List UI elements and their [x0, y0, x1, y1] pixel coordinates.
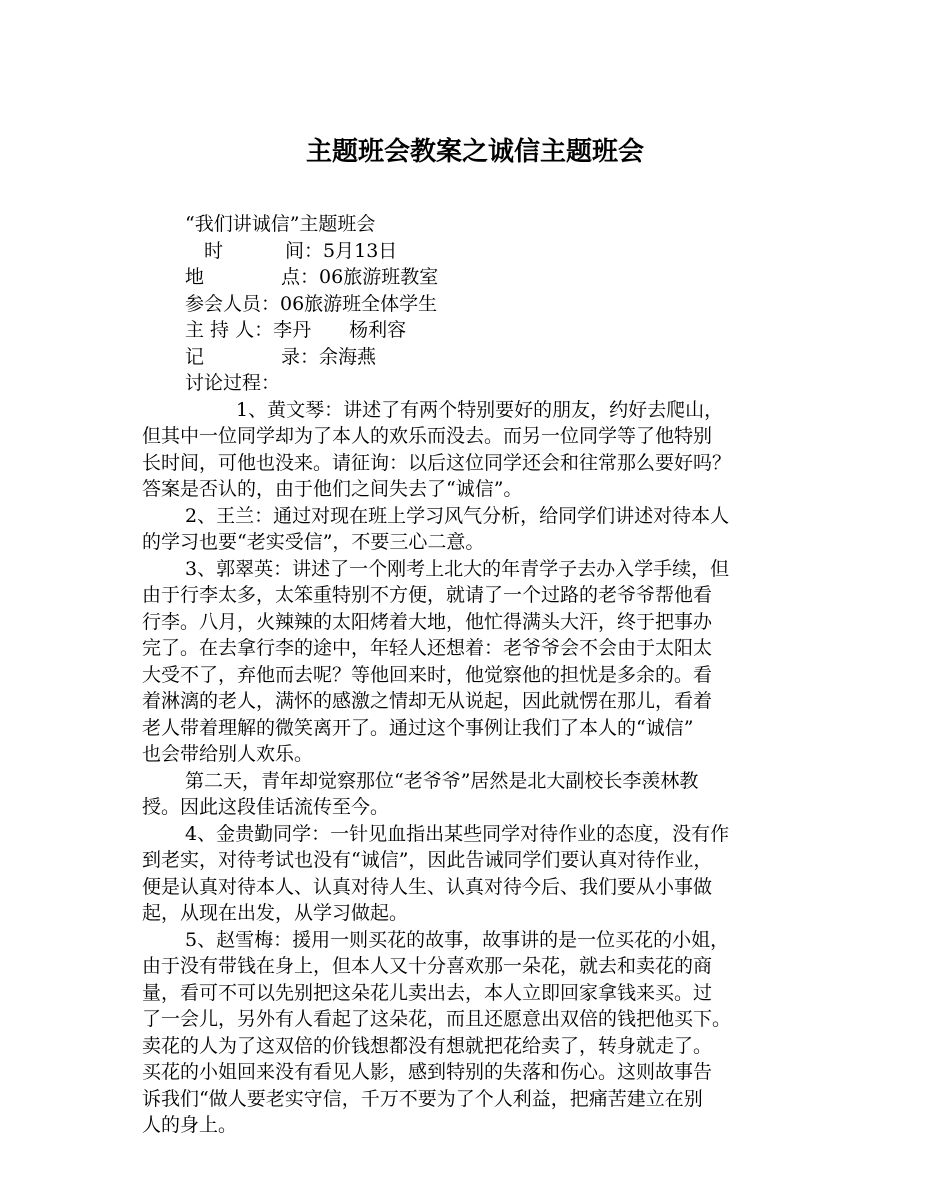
place-label-char-1: 地: [185, 266, 205, 288]
body-line: 由于没有带钱在身上，但本人又十分喜欢那一朵花，就去和卖花的商: [142, 955, 713, 977]
body-line: 着淋漓的老人，满怀的感激之情却无从说起，因此就愣在那儿，看着: [142, 690, 713, 712]
host-name-1: 李丹: [273, 319, 312, 341]
body-line: 了一会儿，另外有人看起了这朵花，而且还愿意出双倍的钱把他买下。: [142, 1008, 732, 1030]
body-line: 5、赵雪梅：援用一则买花的故事，故事讲的是一位买花的小姐，: [185, 928, 730, 951]
body-line: 3、郭翠英：讲述了一个刚考上北大的年青学子去办入学手续，但: [185, 557, 730, 580]
body-line: 大受不了，弃他而去呢？等他回来时，他觉察他的担忧是多余的。看: [142, 663, 713, 686]
body-line: 人的身上。: [142, 1114, 238, 1136]
body-line: 授。因此这段佳话流传至今。: [142, 796, 390, 818]
body-line: 量，看可不可以先别把这朵花儿卖出去，本人立即回家拿钱来买。过: [142, 981, 713, 1004]
meeting-attendees: 参会人员：06旅游班全体学生: [185, 292, 438, 315]
body-line: 4、金贵勤同学：一针见血指出某些同学对待作业的态度，没有作: [185, 822, 730, 845]
place-label-char-2: 点：: [281, 266, 320, 288]
body-line: 由于行李太多，太笨重特别不方便，就请了一个过路的老爷爷帮他看: [142, 584, 713, 606]
meeting-time: [142, 238, 810, 265]
document-body: [142, 211, 810, 1139]
meeting-place: [142, 264, 810, 291]
body-line: 2、王兰：通过对现在班上学习风气分析，给同学们讲述对待本人: [185, 504, 730, 527]
time-label-char-1: 时: [204, 239, 224, 262]
meeting-theme: “我们讲诚信”主题班会: [185, 213, 376, 235]
record-value: 余海燕: [319, 345, 377, 368]
place-value: 06旅游班教室: [319, 266, 439, 288]
document-title: 主题班会教案之诚信主题班会: [305, 137, 644, 167]
body-line: 到老实，对待考试也没有“诚信”，因此告诫同学们要认真对待作业，: [142, 849, 713, 871]
meeting-host: [142, 317, 810, 344]
body-line: 便是认真对待本人、认真对待人生、认真对待今后、我们要从小事做: [142, 875, 713, 898]
record-label-char-2: 录：: [281, 345, 320, 368]
body-line: 1、黄文琴：讲述了有两个特别要好的朋友，约好去爬山，: [236, 398, 724, 421]
body-line: 答案是否认的，由于他们之间失去了“诚信”。: [142, 478, 523, 500]
body-line: 第二天，青年却觉察那位“老爷爷”居然是北大副校长李羡林教: [185, 769, 699, 792]
body-line: 完了。在去拿行李的途中，年轻人还想着：老爷爷会不会由于太阳太: [142, 637, 713, 659]
body-line: 诉我们“做人要老实守信，千万不要为了个人利益，把痛苦建立在别: [142, 1087, 703, 1110]
body-line: 的学习也要“老实受信”，不要三心二意。: [142, 531, 485, 553]
body-line: 卖花的人为了这双倍的价钱想都没有想就把花给卖了，转身就走了。: [142, 1034, 713, 1057]
body-line: 行李。八月，火辣辣的太阳烤着大地，他忙得满头大汗，终于把事办: [142, 610, 713, 633]
body-line: 也会带给别人欢乐。: [142, 743, 314, 765]
meeting-recorder: [142, 344, 810, 371]
body-line: 老人带着理解的微笑离开了。通过这个事例让我们了本人的“诚信”: [142, 716, 694, 739]
host-label: 主 持 人：: [185, 319, 274, 341]
time-label-char-2: 间：: [285, 239, 324, 262]
process-label: 讨论过程：: [185, 372, 281, 394]
body-line: 起，从现在出发，从学习做起。: [142, 902, 409, 924]
body-line: 买花的小姐回来没有看见人影，感到特别的失落和伤心。这则故事告: [142, 1061, 713, 1083]
record-label-char-1: 记: [185, 345, 205, 368]
body-line: 长时间，可他也没来。请征询：以后这位同学还会和往常那么要好吗？: [142, 451, 732, 474]
host-name-2: 杨利容: [349, 319, 407, 341]
time-value: 5月13日: [323, 239, 398, 262]
body-line: 但其中一位同学却为了本人的欢乐而没去。而另一位同学等了他特别: [142, 425, 713, 447]
